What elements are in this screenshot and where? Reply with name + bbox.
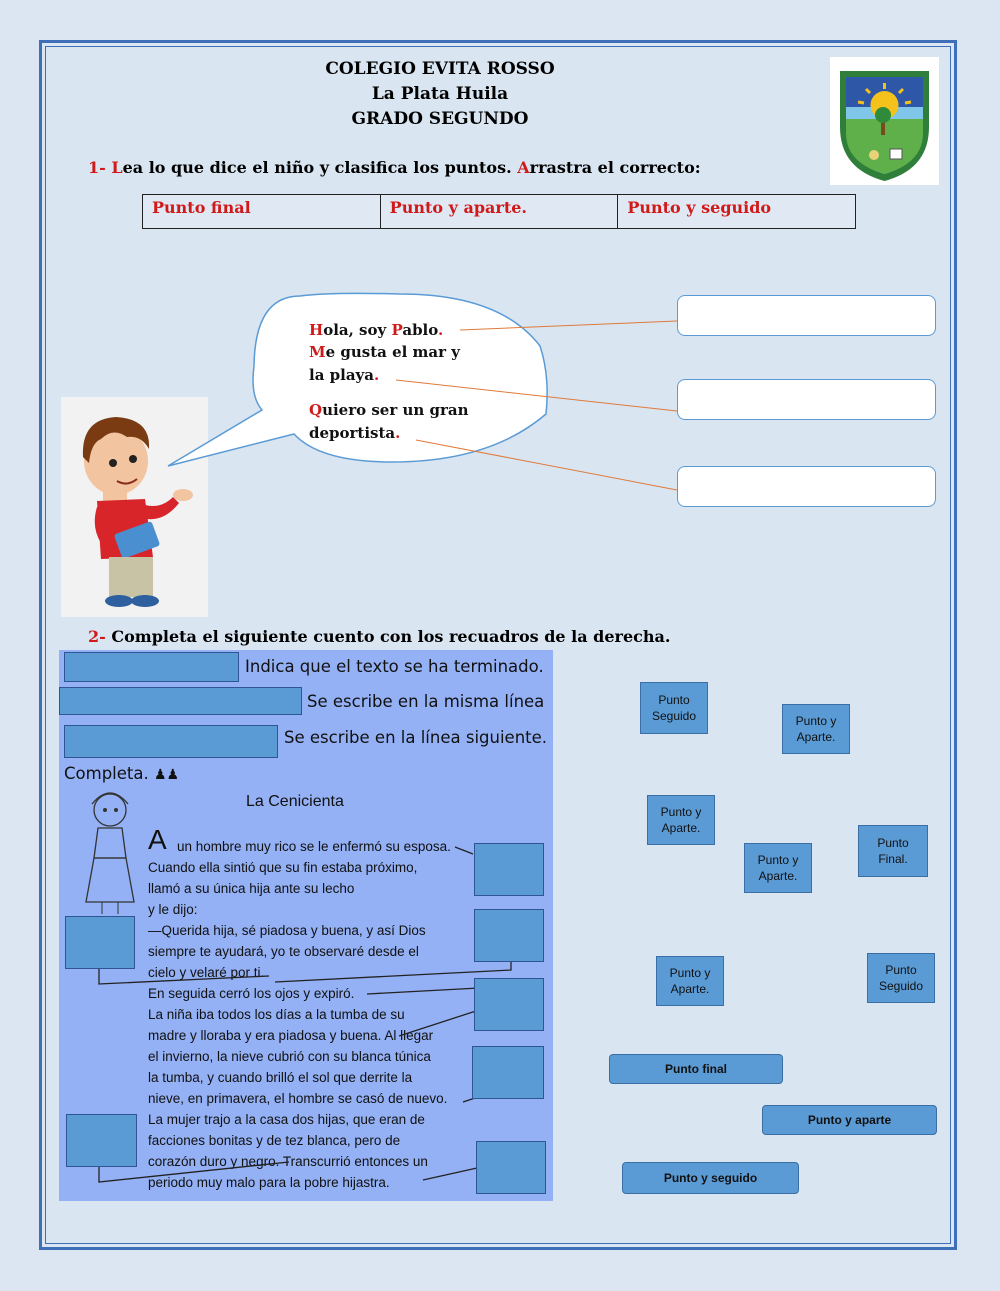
school-name: COLEGIO EVITA ROSSO	[325, 59, 555, 79]
section2-instruction	[88, 627, 670, 646]
story-slot-3[interactable]	[474, 909, 544, 962]
category-punto-aparte[interactable]: Punto y aparte.	[381, 195, 619, 228]
section2-number: 2-	[88, 627, 106, 646]
story-line-10: madre y lloraba y era piadosa y buena. Al llegar	[148, 1028, 434, 1043]
story-slot-7[interactable]	[476, 1141, 546, 1194]
story-line-9: La niña iba todos los días a la tumba de su	[148, 1007, 405, 1022]
story-slot-2[interactable]	[65, 916, 135, 969]
answer-box-3[interactable]	[677, 466, 936, 507]
tile-punto-seguido-2[interactable]: Punto Seguido	[867, 953, 935, 1003]
children-icon: ♟♟	[153, 767, 180, 783]
story-line-5: —Querida hija, sé piadosa y buena, y así Dios	[148, 923, 426, 938]
definition-3: Se escribe en la línea siguiente.	[284, 728, 548, 747]
answer-box-1[interactable]	[677, 295, 936, 336]
tile-punto-aparte-3[interactable]: Punto y Aparte.	[744, 843, 812, 893]
story-line-6: siempre te ayudará, yo te observaré desde el	[148, 944, 419, 959]
tile-punto-final[interactable]: Punto Final.	[858, 825, 928, 877]
complete-label: Completa. ♟♟	[64, 764, 180, 783]
story-slot-4[interactable]	[474, 978, 544, 1031]
story-line-16: corazón duro y negro. Transcurrió entonces un	[148, 1154, 428, 1169]
bar-tile-punto-final[interactable]: Punto final	[609, 1054, 783, 1084]
tile-punto-seguido-1[interactable]: Punto Seguido	[640, 682, 708, 734]
instruction-part2: rrastra el correcto:	[529, 158, 701, 177]
section2-instruction-text: Completa el siguiente cuento con los recuadros de la derecha.	[111, 627, 671, 646]
bubble-line-5: deportista.	[309, 424, 401, 442]
story-line-17: periodo muy malo para la pobre hijastra.	[148, 1175, 390, 1190]
instruction-part1: ea lo que dice el niño y clasifica los puntos.	[122, 158, 518, 177]
story-line-3: llamó a su única hija ante su lecho	[148, 881, 355, 896]
section1-number: 1-	[88, 158, 106, 177]
bubble-line-1: Hola, soy Pablo.	[309, 321, 444, 339]
instruction-initial-l: L	[111, 158, 123, 177]
story-line-11: el invierno, la nieve cubrió con su blanca túnica	[148, 1049, 431, 1064]
tile-punto-aparte-4[interactable]: Punto y Aparte.	[656, 956, 724, 1006]
story-drop-cap: A	[148, 824, 167, 855]
school-city: La Plata Huila	[371, 84, 509, 104]
connector-lines	[0, 0, 1000, 520]
story-title: La Cenicienta	[246, 793, 344, 810]
definition-1: Indica que el texto se ha terminado.	[245, 657, 544, 676]
story-line-1: un hombre muy rico se le enfermó su esposa.	[177, 839, 451, 854]
story-line-8: En seguida cerró los ojos y expiró.	[148, 986, 355, 1001]
story-line-14: La mujer trajo a la casa dos hijas, que eran de	[148, 1112, 425, 1127]
answer-box-2[interactable]	[677, 379, 936, 420]
story-line-15: facciones bonitas y de tez blanca, pero de	[148, 1133, 401, 1148]
bubble-line-2: Me gusta el mar y	[309, 343, 460, 361]
tile-punto-aparte-2[interactable]: Punto y Aparte.	[647, 795, 715, 845]
story-slot-6[interactable]	[66, 1114, 137, 1167]
category-punto-seguido[interactable]: Punto y seguido	[627, 198, 772, 217]
story-slot-1[interactable]	[474, 843, 544, 896]
bubble-line-3: la playa.	[309, 366, 380, 384]
bar-tile-punto-seguido[interactable]: Punto y seguido	[622, 1162, 799, 1194]
tile-punto-aparte-1[interactable]: Punto y Aparte.	[782, 704, 850, 754]
story-line-4: y le dijo:	[148, 902, 198, 917]
bar-tile-punto-aparte[interactable]: Punto y aparte	[762, 1105, 937, 1135]
category-punto-final[interactable]: Punto final	[143, 195, 381, 228]
grade-label: GRADO SEGUNDO	[351, 109, 529, 129]
story-line-12: la tumba, y cuando brilló el sol que derrite la	[148, 1070, 413, 1085]
definition-2: Se escribe en la misma línea	[307, 692, 545, 711]
story-line-7: cielo y velaré por ti.	[148, 965, 265, 980]
story-line-2: Cuando ella sintió que su fin estaba próximo,	[148, 860, 418, 875]
bubble-line-4: Quiero ser un gran	[309, 401, 469, 419]
instruction-initial-a: A	[517, 158, 530, 177]
story-line-13: nieve, en primavera, el hombre se casó de nuevo.	[148, 1091, 448, 1106]
story-slot-5[interactable]	[472, 1046, 544, 1099]
